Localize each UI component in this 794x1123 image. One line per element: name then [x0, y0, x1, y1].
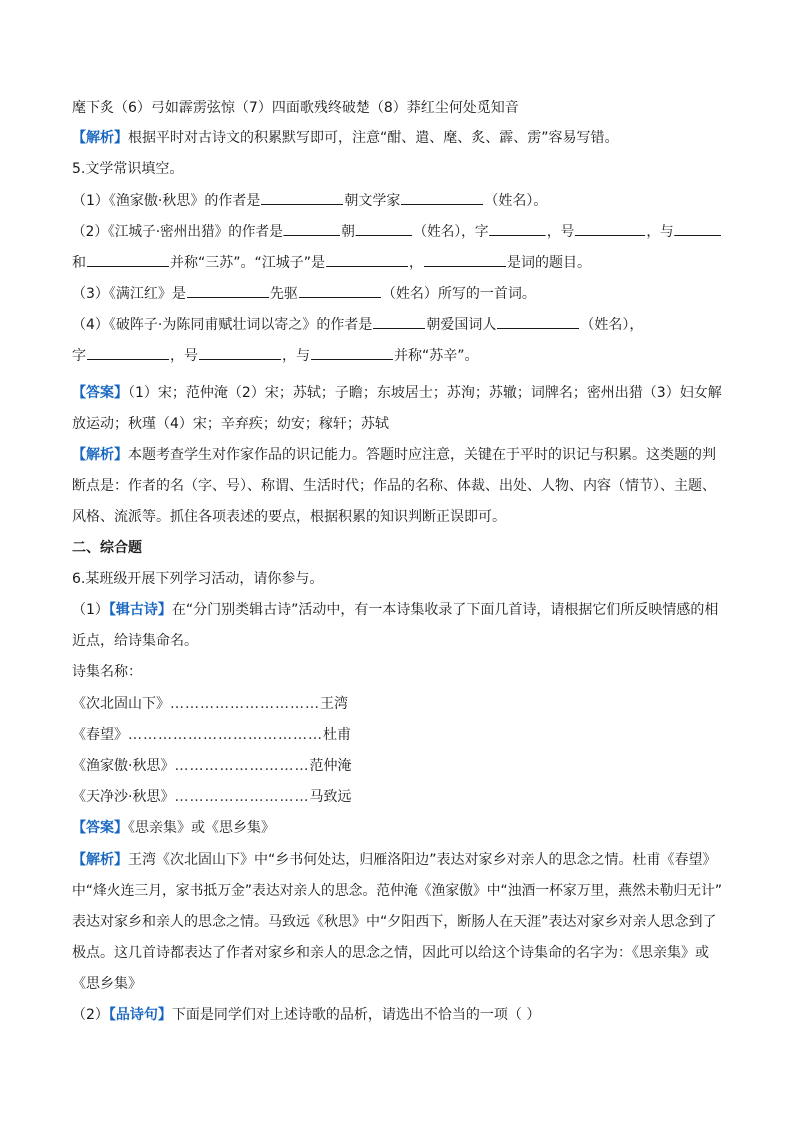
activity-tag: 【辑古诗】 — [108, 602, 172, 618]
fill-blank[interactable] — [299, 283, 381, 298]
poem-list-item — [72, 694, 348, 714]
poem-list-item — [72, 787, 351, 807]
section-heading — [72, 538, 142, 558]
fill-text: ，与 — [282, 348, 310, 364]
sub-number: （2） — [72, 1007, 109, 1023]
fill-text: 朝文学家 — [344, 193, 401, 209]
analysis-text: 极点。这几首诗都表达了作者对家乡和亲人的思念之情，因此可以给这个诗集命的名字为：《思亲集》或 — [72, 945, 709, 961]
fill-blank[interactable] — [575, 221, 645, 236]
fill-text: （姓名）， — [580, 317, 644, 333]
fill-text: 朝 — [341, 224, 355, 240]
analysis-text: 《思乡集》 — [72, 976, 142, 992]
analysis-text: 根据平时对古诗文的积累默写即可，注意“酣、遣、麾、炙、霹、雳”容易写错。 — [128, 130, 619, 146]
question-title — [72, 159, 183, 179]
fill-blank[interactable] — [311, 345, 393, 360]
poem-title: 《渔家傲·秋思》 — [72, 758, 175, 774]
fill-blank[interactable] — [284, 221, 341, 236]
fill-text: ， — [409, 255, 424, 271]
text-line — [72, 190, 547, 211]
fill-text: 朝爱国词人 — [426, 317, 497, 333]
text-line — [72, 345, 479, 366]
fill-text: 并称“三苏”。“江城子”是 — [170, 255, 326, 271]
fill-text: ，与 — [646, 224, 674, 240]
poem-list-item — [72, 756, 351, 776]
poem-title: 《次北固山下》 — [72, 696, 170, 712]
dot-leader: ……………………… — [174, 789, 310, 805]
text-line — [72, 128, 619, 148]
fill-text: （3）《满江红》是 — [72, 286, 186, 302]
poem-author: 杜甫 — [323, 727, 351, 743]
fill-text: （姓名），字 — [413, 224, 489, 240]
fill-text: 是词的题目。 — [507, 255, 592, 271]
text-line — [72, 1005, 540, 1025]
question-text: 下面是同学们对上述诗歌的品析，请选出不恰当的一项（ ） — [171, 1007, 541, 1023]
fill-text: 和 — [72, 255, 86, 271]
text-line — [72, 221, 722, 242]
answer-tag: 【答案】 — [72, 385, 128, 401]
analysis-tag: 【解析】 — [72, 852, 128, 868]
question-text: 在“分门别类辑古诗”活动中，有一本诗集收录了下面几首诗，请根据它们所反映情感的相 — [171, 602, 719, 618]
fill-text: （1）《渔家傲·秋思》的作者是 — [72, 193, 261, 209]
fill-blank[interactable] — [87, 345, 169, 360]
analysis-text: 王湾《次北固山下》中“乡书何处达，归雁洛阳边”表达对家乡对亲人的思念之情。杜甫《春望》 — [128, 852, 717, 868]
text-line — [72, 818, 275, 838]
text-line — [72, 631, 198, 651]
poem-author: 马致远 — [309, 789, 352, 805]
analysis-tag: 【解析】 — [72, 130, 128, 146]
fill-blank[interactable] — [675, 221, 722, 236]
fill-blank[interactable] — [87, 252, 169, 267]
poem-title: 《春望》 — [72, 727, 128, 743]
text-line — [72, 98, 519, 118]
answer-continuation: 麾下炙（6）弓如霹雳弦惊（7）四面歌残终破楚（8）莽红尘何处觅知音 — [72, 100, 519, 116]
fill-text: 先驱 — [269, 286, 298, 302]
fill-blank[interactable] — [199, 345, 281, 360]
poem-author: 王湾 — [320, 696, 348, 712]
fill-blank[interactable] — [497, 314, 579, 329]
analysis-text: 表达对家乡和亲人的思念之情。马致远《秋思》中“夕阳西下，断肠人在天涯”表达对家乡对亲人思念到了 — [72, 914, 717, 930]
fill-blank[interactable] — [261, 190, 343, 205]
question-title — [72, 569, 323, 589]
activity-tag: 【品诗句】 — [108, 1007, 172, 1023]
answer-text: 放运动；秋瑾（4）宋；辛弃疾；幼安；稼轩；苏轼 — [72, 416, 389, 432]
answer-tag: 【答案】 — [72, 820, 128, 836]
text-line — [72, 414, 389, 434]
fill-blank[interactable] — [489, 221, 546, 236]
section-title: 二、综合题 — [72, 540, 142, 556]
poem-title: 《天净沙·秋思》 — [72, 789, 175, 805]
fill-blank[interactable] — [424, 252, 506, 267]
question-text: 近点，给诗集命名。 — [72, 633, 198, 649]
text-line — [72, 314, 643, 335]
text-line — [72, 943, 709, 963]
text-line — [72, 383, 722, 403]
dot-leader: ………………………… — [170, 696, 320, 712]
question-5-title: 5.文学常识填空。 — [72, 161, 184, 177]
fill-text: ，号 — [170, 348, 198, 364]
analysis-text: 中“烽火连三月，家书抵万金”表达对亲人的思念。范仲淹《渔家傲》中“浊酒一杯家万里，燕然未勒归无计” — [72, 883, 722, 899]
text-line — [72, 445, 716, 465]
text-line — [72, 476, 716, 496]
question-6-title: 6.某班级开展下列学习活动，请你参与。 — [72, 571, 324, 587]
poem-author: 范仲淹 — [309, 758, 352, 774]
analysis-text: 断点是：作者的名（字、号）、称谓、生活时代；作品的名称、体裁、出处、人物、内容（情节）、主题、 — [72, 478, 716, 494]
answer-text: （1）宋；范仲淹（2）宋；苏轼；子瞻；东坡居士；苏洵；苏辙；词牌名；密州出猎（3）妇女解 — [128, 385, 722, 401]
fill-text: （2）《江城子·密州出猎》的作者是 — [72, 224, 283, 240]
text-line — [72, 850, 717, 870]
fill-blank[interactable] — [373, 314, 425, 329]
dot-leader: ………………………………… — [128, 727, 323, 743]
fill-text: 字 — [72, 348, 86, 364]
text-line — [72, 662, 142, 682]
analysis-tag: 【解析】 — [72, 447, 128, 463]
fill-text: （姓名）所写的一首词。 — [381, 286, 536, 302]
text-line — [72, 283, 536, 304]
fill-blank[interactable] — [326, 252, 408, 267]
sub-number: （1） — [72, 602, 109, 618]
fill-blank[interactable] — [401, 190, 483, 205]
fill-text: （4）《破阵子·为陈同甫赋壮词以寄之》的作者是 — [72, 317, 373, 333]
text-line — [72, 600, 718, 620]
text-line — [72, 252, 591, 273]
answer-text: 《思亲集》或《思乡集》 — [128, 820, 275, 836]
fill-text: 并称“苏辛”。 — [394, 348, 479, 364]
text-line — [72, 881, 722, 901]
text-line — [72, 912, 717, 932]
fill-text: ，号 — [546, 224, 575, 240]
text-line — [72, 974, 142, 994]
fill-blank[interactable] — [187, 283, 269, 298]
analysis-text: 风格、流派等。抓住各项表述的要点，根据积累的知识判断正误即可。 — [72, 509, 506, 525]
fill-blank[interactable] — [356, 221, 413, 236]
analysis-text: 本题考查学生对作家作品的识记能力。答题时应注意，关键在于平时的识记与积累。这类题的判 — [128, 447, 716, 463]
fill-text: （姓名）。 — [484, 193, 548, 209]
collection-name-label: 诗集名称： — [72, 664, 142, 680]
dot-leader: ……………………… — [174, 758, 310, 774]
poem-list-item — [72, 725, 351, 745]
text-line — [72, 507, 506, 527]
